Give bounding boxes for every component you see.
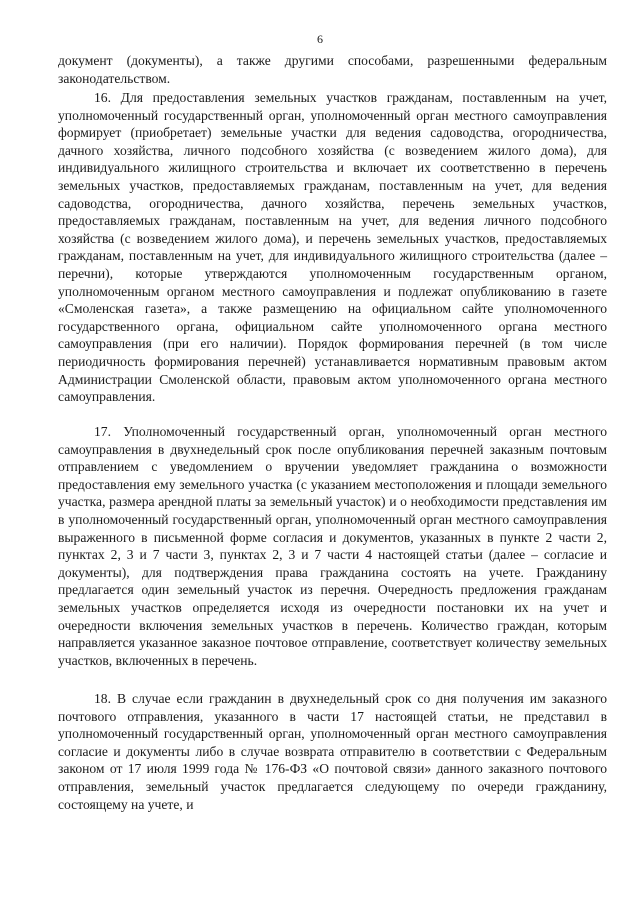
page-number: 6 xyxy=(317,32,323,46)
paragraph-18: 18. В случае если гражданин в двухнедельный срок со дня получения им заказного почтового отправления, указанного в части 17 настоящей статьи, не представил в уполномоченный государственный орган, уполномоченный орган местного самоуправления согласие и документы либо в случае возврата отправителю в соответствии с Федеральным законом от 17 июля 1999 года № 176-ФЗ «О почтовой связи» данного заказного почтового отправления, земельный участок предлагается следующему по очереди гражданину, состоящему на учете, и xyxy=(58,691,607,812)
paragraph-continuation: документ (документы), а также другими способами, разрешенными федеральным законодательством. xyxy=(58,53,607,86)
paragraph-17: 17. Уполномоченный государственный орган, уполномоченный орган местного самоуправления в двухнедельный срок после опубликования перечней заказным почтовым отправлением с уведомлением о вручении уведомляет гражданина о возможности предоставления ему земельного участка (с указанием местоположения и площади земельного участка, размера арендной платы за земельный участок) и о необходимости представления им в уполномоченный государственный орган, уполномоченный орган местного самоуправления выраженного в письменной форме согласия и документов, указанных в пункте 2 части 2, пунктах 2, 3 и 7 части 3, пунктах 2, 3 и 7 части 4 настоящей статьи (далее – согласие и документы), для подтверждения права гражданина состоять на учете. Гражданину предлагается один земельный участок из перечня. Очередность предложения гражданам земельных участков определяется исходя из очередности постановки их на учет и очередности включения земельных участков в перечень. Количество граждан, которым направляется указанное заказное почтовое отправление, соответствует количеству земельных участков, включенных в перечень. xyxy=(58,424,607,668)
paragraph-16: 16. Для предоставления земельных участков гражданам, поставленным на учет, уполномоченный государственный орган, уполномоченный орган местного самоуправления формирует (приобретает) земельные участки для ведения садоводства, огородничества, дачного хозяйства, личного подсобного хозяйства (с возведением жилого дома), для индивидуального жилищного строительства и включает их соответственно в перечень земельных участков, предоставляемых гражданам, поставленным на учет, для ведения садоводства, огородничества, дачного хозяйства, перечень земельных участков, предоставляемых гражданам, поставленным на учет, для ведения личного подсобного хозяйства (с возведением жилого дома), и перечень земельных участков, предоставляемых гражданам, поставленным на учет, для индивидуального жилищного строительства (далее – перечни), которые утверждаются уполномоченным государственным органом, уполномоченным органом местного самоуправления и подлежат опубликованию в газете «Смоленская газета», а также размещению на официальном сайте уполномоченного государственного органа, официальном сайте уполномоченного органа местного самоуправления (при его наличии). Порядок формирования перечней (в том числе периодичность формирования перечней) устанавливается нормативным правовым актом Администрации Смоленской области, правовым актом уполномоченного органа местного самоуправления. xyxy=(58,90,607,405)
